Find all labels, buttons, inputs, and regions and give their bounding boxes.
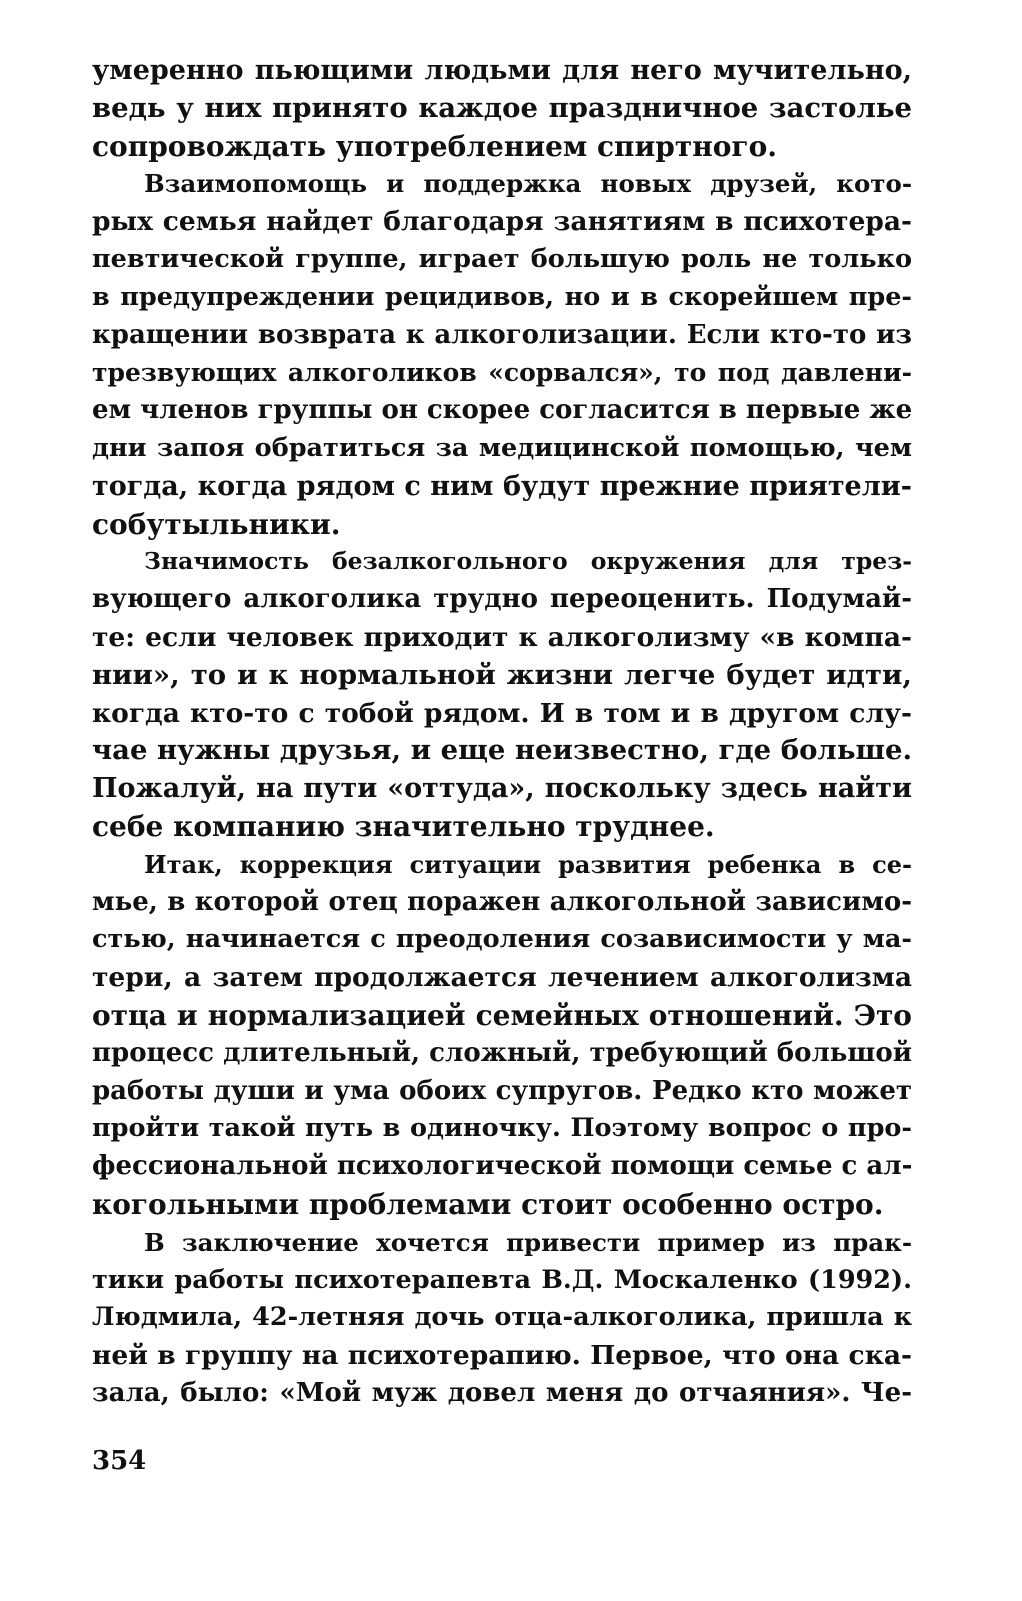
text-line: когольными проблемами стоит особенно остро. bbox=[92, 1187, 884, 1221]
text-line: чае нужны друзья, и еще неизвестно, где больше. bbox=[92, 734, 913, 767]
body-text bbox=[92, 52, 912, 1413]
text-line: Значимость безалкогольного окружения для трез- bbox=[144, 547, 912, 576]
text-line: Взаимопомощь и поддержка новых друзей, кото- bbox=[144, 169, 912, 199]
text-line: собутыльники. bbox=[92, 507, 341, 541]
text-line: ем членов группы он скорее согласится в первые же bbox=[92, 395, 913, 426]
text-line: зала, было: «Мой муж довел меня до отчаяния». Че- bbox=[92, 1377, 912, 1408]
text-line: ней в группу на психотерапию. Первое, что она ска- bbox=[92, 1340, 912, 1372]
text-line: нии», то и к нормальной жизни легче будет идти, bbox=[92, 658, 912, 691]
text-line: фессиональной психологической помощи семье с ал- bbox=[92, 1151, 913, 1182]
text-line: работы души и ума обоих супругов. Редко кто может bbox=[92, 1075, 912, 1106]
text-line: себе компанию значительно труднее. bbox=[92, 809, 715, 843]
text-line: рых семья найдет благодаря занятиям в психотера- bbox=[92, 206, 912, 238]
page-number: 354 bbox=[92, 1446, 147, 1476]
paragraph bbox=[92, 846, 912, 1224]
text-line: процесс длительный, сложный, требующий большой bbox=[92, 1037, 912, 1068]
text-line: Людмила, 42-летняя дочь отца-алкоголика, пришла к bbox=[92, 1302, 912, 1333]
paragraph bbox=[92, 543, 912, 845]
text-line: пройти такой путь в одиночку. Поэтому вопрос о про- bbox=[92, 1113, 912, 1144]
text-line: мье, в которой отец поражен алкогольной зависимо- bbox=[92, 886, 912, 917]
text-line: сопровождать употреблением спиртного. bbox=[92, 129, 777, 163]
paragraph bbox=[92, 165, 912, 543]
text-line: Итак, коррекция ситуации развития ребенка в се- bbox=[144, 849, 912, 879]
text-line: в предупреждении рецидивов, но и в скорейшем пре- bbox=[92, 281, 912, 312]
text-line: умеренно пьющими людьми для него мучительно, bbox=[92, 55, 912, 86]
text-line: В заключение хочется привести пример из прак- bbox=[144, 1227, 912, 1257]
text-line: вующего алкоголика трудно переоценить. Подумай- bbox=[92, 584, 912, 615]
text-line: когда кто-то с тобой рядом. И в том и в другом слу- bbox=[92, 697, 912, 729]
text-line: те: если человек приходит к алкоголизму «в компа- bbox=[92, 621, 912, 653]
paragraph bbox=[92, 52, 912, 165]
text-line: тери, а затем продолжается лечением алкоголизма bbox=[92, 962, 912, 994]
text-line: певтической группе, играет большую роль не только bbox=[92, 243, 912, 274]
text-line: трезвующих алкоголиков «сорвался», то под давлени- bbox=[92, 358, 912, 388]
text-line: Пожалуй, на пути «оттуда», поскольку здесь найти bbox=[92, 773, 912, 805]
text-line: кращении возврата к алкоголизации. Если кто-то из bbox=[92, 319, 912, 350]
text-line: тики работы психотерапевта В.Д. Москаленко (1992). bbox=[92, 1264, 912, 1295]
text-line: отца и нормализацией семейных отношений. Это bbox=[92, 998, 912, 1032]
paragraph bbox=[92, 1224, 912, 1413]
text-line: ведь у них принято каждое праздничное застолье bbox=[92, 91, 912, 124]
text-line: дни запоя обратиться за медицинской помощью, чем bbox=[92, 432, 912, 463]
text-line: тогда, когда рядом с ним будут прежние приятели- bbox=[92, 470, 912, 502]
text-line: стью, начинается с преодоления созависимости у ма- bbox=[92, 924, 912, 955]
